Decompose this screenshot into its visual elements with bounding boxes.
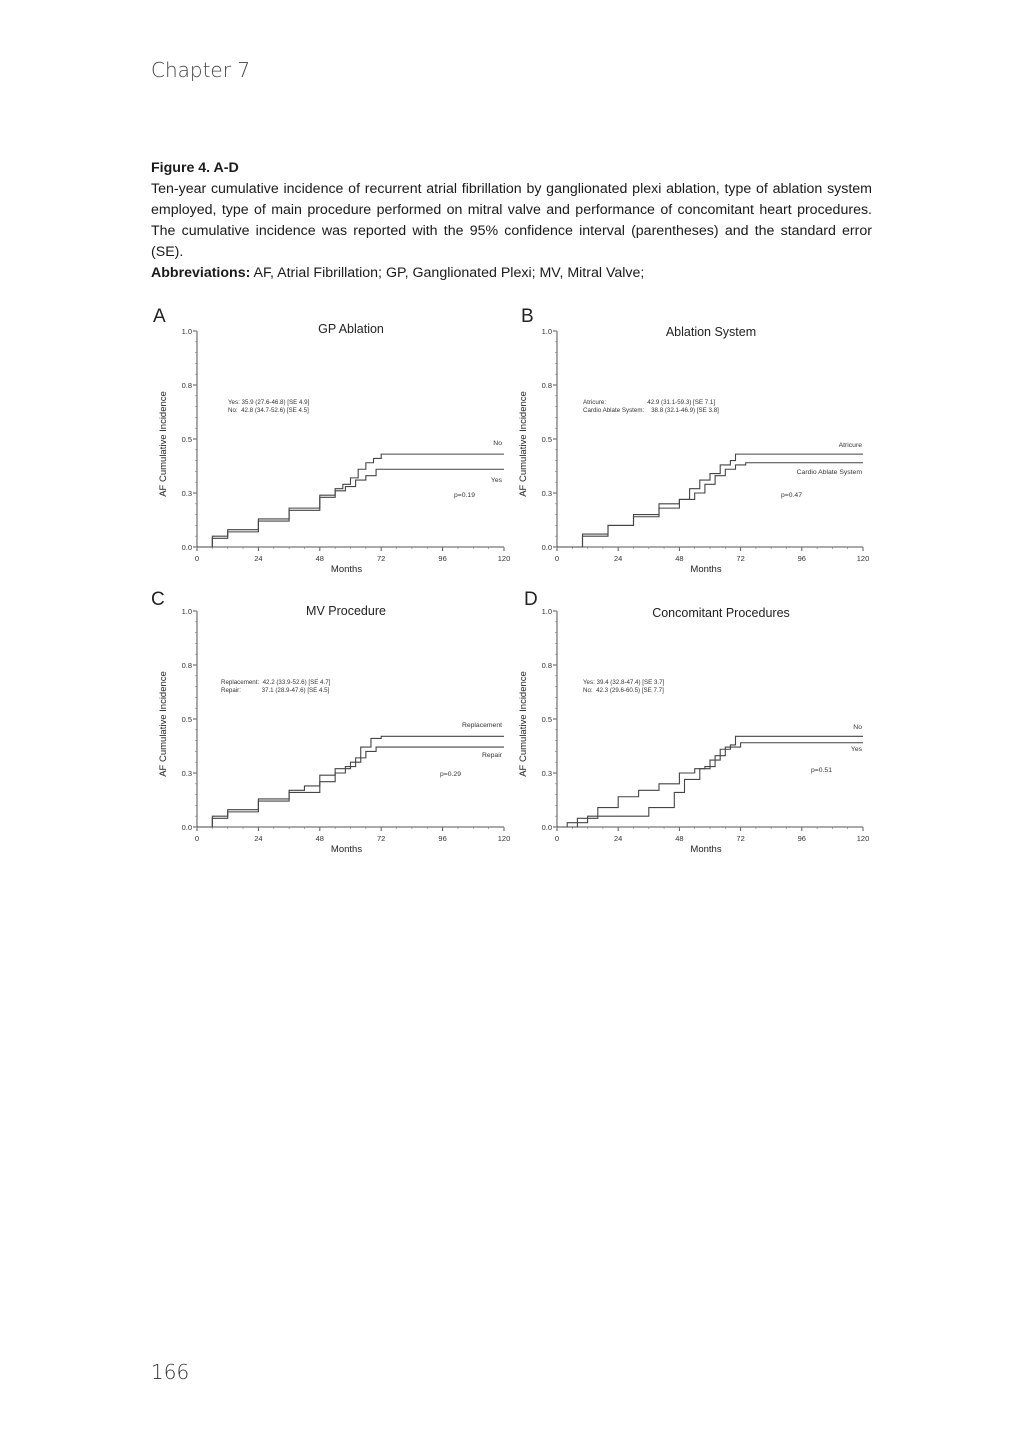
panel-title: Ablation System: [665, 325, 757, 339]
y-tick-label: 0.3: [541, 489, 552, 498]
y-tick-label: 0.3: [181, 489, 192, 498]
y-tick-label: 0.0: [541, 543, 552, 552]
caption-body: Ten-year cumulative incidence of recurrent atrial fibrillation by ganglionated plexi ablation, type of ablation system employed, type of main procedure performed on mitral valve and performance of concomitant heart procedures. The cumulative incidence was reported with the 95% confidence interval (parentheses) and the standard error (SE).: [151, 181, 872, 260]
series-label: Cardio Ablate System: [796, 469, 862, 476]
y-axis-label: AF Cumulative Incidence: [518, 671, 529, 777]
panel-letter: B: [521, 306, 534, 327]
panel-letter: C: [151, 589, 165, 610]
y-tick-label: 0.5: [181, 715, 192, 724]
series-line-no: [197, 454, 504, 547]
y-tick-label: 1.0: [181, 607, 192, 616]
x-axis-label: Months: [330, 844, 363, 855]
y-tick-label: 0.8: [181, 381, 192, 390]
stats-line: Repair: 37.1 (28.9-47.6) [SE 4.5]: [221, 687, 330, 694]
x-tick-label: 24: [254, 554, 263, 563]
panel-letter: D: [524, 589, 538, 610]
y-tick-label: 0.3: [181, 769, 192, 778]
y-tick-label: 0.0: [541, 823, 552, 832]
y-tick-label: 1.0: [541, 327, 552, 336]
series-label: Repair: [481, 752, 502, 759]
x-axis-label: Months: [330, 564, 363, 575]
x-tick-label: 0: [554, 834, 560, 843]
panel-letter: A: [153, 306, 166, 327]
stats-line: Yes: 35.9 (27.6-46.8) [SE 4.9]: [228, 399, 310, 406]
x-tick-label: 72: [377, 554, 386, 563]
series-line-yes: [557, 743, 863, 827]
abbreviations-text: AF, Atrial Fibrillation; GP, Ganglionated Plexi; MV, Mitral Valve;: [250, 265, 645, 281]
y-tick-label: 0.8: [541, 381, 552, 390]
x-tick-label: 24: [614, 834, 623, 843]
y-tick-label: 1.0: [541, 607, 552, 616]
stats-line: Cardio Ablate System: 38.8 (32.1-46.9) [SE 3.8]: [583, 407, 719, 414]
x-tick-label: 96: [438, 834, 447, 843]
x-axis-label: Months: [690, 564, 722, 575]
stats-line: Yes: 39.4 (32.8-47.4) [SE 3.7]: [583, 679, 665, 686]
y-tick-label: 0.5: [181, 435, 192, 444]
p-value: p=0.51: [811, 767, 832, 774]
stats-line: No: 42.8 (34.7-52.6) [SE 4.5]: [228, 407, 309, 414]
y-axis-label: AF Cumulative Incidence: [518, 391, 529, 497]
x-tick-label: 120: [856, 834, 870, 843]
series-line-repair: [197, 747, 504, 827]
y-tick-label: 0.8: [181, 661, 192, 670]
series-label: Yes: [850, 746, 862, 753]
p-value: p=0.29: [440, 771, 461, 778]
x-tick-label: 48: [675, 834, 684, 843]
x-tick-label: 72: [736, 554, 745, 563]
x-tick-label: 48: [315, 554, 324, 563]
figure-title: Figure 4. A-D: [151, 160, 239, 176]
stats-line: No: 42.3 (29.6-60.5) [SE 7.7]: [583, 687, 664, 694]
stats-line: Replacement: 42.2 (33.9-52.6) [SE 4.7]: [221, 679, 331, 686]
y-tick-label: 0.8: [541, 661, 552, 670]
x-tick-label: 24: [254, 834, 263, 843]
y-tick-label: 0.3: [541, 769, 552, 778]
y-tick-label: 1.0: [181, 327, 192, 336]
page-number: 166: [151, 1360, 190, 1384]
x-tick-label: 96: [797, 834, 806, 843]
series-line-replacement: [197, 736, 504, 827]
series-line-no: [557, 736, 863, 827]
x-tick-label: 0: [194, 554, 200, 563]
y-axis-label: AF Cumulative Incidence: [158, 671, 169, 777]
x-tick-label: 24: [614, 554, 623, 563]
x-tick-label: 48: [315, 834, 324, 843]
x-tick-label: 72: [377, 834, 386, 843]
x-tick-label: 48: [675, 554, 684, 563]
series-label: No: [493, 440, 502, 447]
x-tick-label: 96: [797, 554, 806, 563]
x-tick-label: 120: [856, 554, 870, 563]
p-value: p=0.47: [781, 492, 802, 499]
y-tick-label: 0.0: [181, 823, 192, 832]
abbreviations-label: Abbreviations:: [151, 265, 251, 281]
x-tick-label: 120: [497, 554, 511, 563]
series-label: No: [853, 724, 862, 731]
series-label: Yes: [490, 477, 502, 484]
x-tick-label: 0: [194, 834, 200, 843]
y-tick-label: 0.5: [541, 715, 552, 724]
x-tick-label: 96: [438, 554, 447, 563]
series-label: Replacement: [461, 722, 502, 729]
x-axis-label: Months: [690, 844, 722, 855]
stats-line: Atricure: 42.9 (31.1-59.3) [SE 7.1]: [583, 399, 716, 406]
panel-title: GP Ablation: [318, 322, 384, 336]
y-axis-label: AF Cumulative Incidence: [158, 391, 169, 497]
series-label: Atricure: [838, 442, 862, 449]
y-tick-label: 0.0: [181, 543, 192, 552]
x-tick-label: 72: [736, 834, 745, 843]
chapter-header: Chapter 7: [151, 58, 251, 82]
panel-title: Concomitant Procedures: [652, 606, 790, 620]
panel-title: MV Procedure: [306, 604, 386, 618]
x-tick-label: 0: [554, 554, 560, 563]
y-tick-label: 0.5: [541, 435, 552, 444]
x-tick-label: 120: [497, 834, 511, 843]
p-value: p=0.19: [454, 492, 475, 499]
